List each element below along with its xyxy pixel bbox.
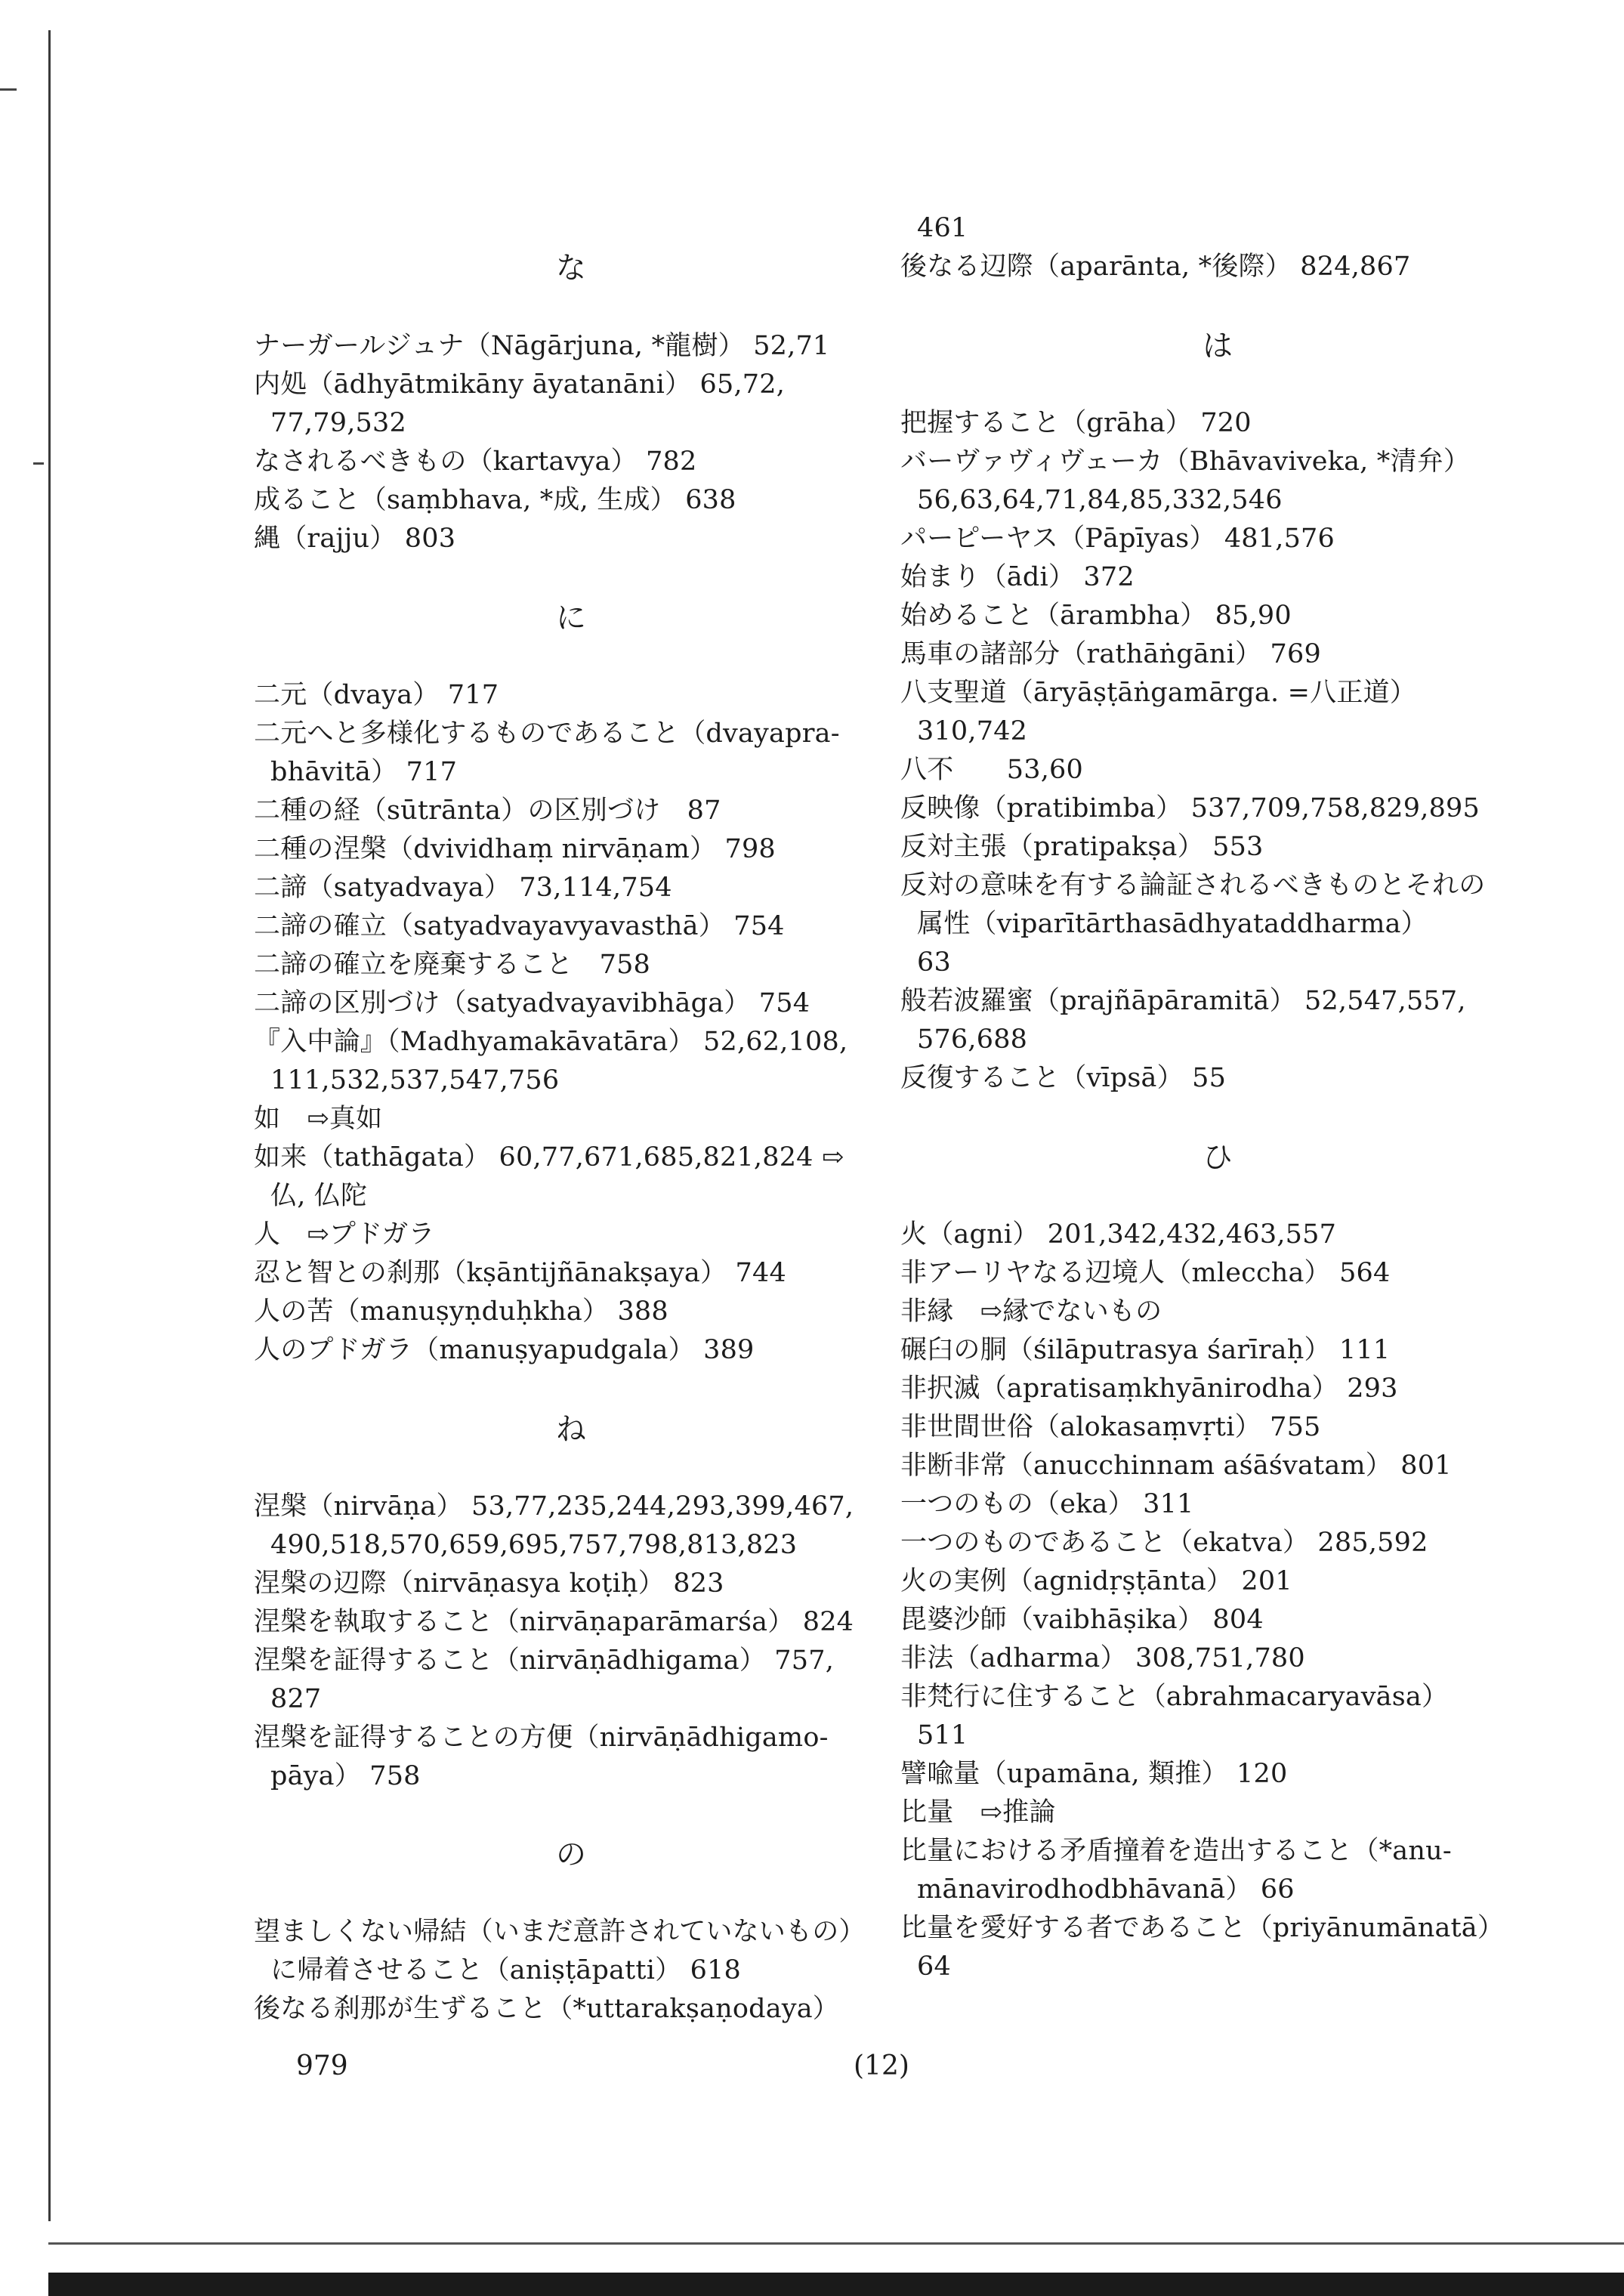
index-entry: 『入中論』（Madhyamakāvatāra） 52,62,108,	[254, 1027, 848, 1057]
index-entry: 人のプドガラ（manuṣyapudgala） 389	[254, 1335, 755, 1365]
kana-section-heading: は	[1203, 329, 1233, 363]
index-entry-continuation: pāya） 758	[270, 1761, 421, 1791]
index-entry: 馬車の諸部分（rathāṅgāni） 769	[900, 639, 1321, 669]
scan-margin-mark	[0, 88, 17, 91]
index-entry: ナーガールジュナ（Nāgārjuna, *龍樹） 52,71	[254, 331, 830, 361]
index-entry: 非法（adharma） 308,751,780	[900, 1643, 1305, 1673]
index-entry: 二種の涅槃（dvividhaṃ nirvāṇam） 798	[254, 834, 776, 864]
index-entry: 人 ⇨プドガラ	[254, 1219, 435, 1250]
index-entry: 後なる辺際（aparānta, *後際） 824,867	[900, 252, 1411, 282]
index-entry: 涅槃を証得することの方便（nirvāṇādhigamo-	[254, 1723, 829, 1753]
index-entry: 涅槃を証得すること（nirvāṇādhigama） 757,	[254, 1646, 835, 1676]
index-entry: 非梵行に住すること（abrahmacaryavāsa）	[900, 1682, 1449, 1712]
index-entry: 火（agni） 201,342,432,463,557	[900, 1219, 1337, 1250]
index-entry: 反対の意味を有する論証されるべきものとそれの	[900, 870, 1486, 901]
index-entry: 非世間世俗（alokasaṃvṛti） 755	[900, 1412, 1321, 1442]
index-entry: 反復すること（vīpsā） 55	[900, 1063, 1227, 1093]
index-entry: 忍と智との刹那（kṣāntijñānakṣaya） 744	[254, 1258, 786, 1288]
index-entry: 比量における矛盾撞着を造出すること（*anu-	[900, 1836, 1452, 1866]
page-number: 979	[296, 2050, 348, 2081]
index-entry: 一つのもの（eka） 311	[900, 1489, 1194, 1519]
index-entry-continuation: 827	[270, 1684, 322, 1714]
index-entry: 譬喩量（upamāna, 類推） 120	[900, 1759, 1288, 1789]
index-entry: 如 ⇨真如	[254, 1104, 383, 1134]
index-entry-continuation: bhāvitā） 717	[270, 757, 458, 787]
kana-section-heading: に	[556, 601, 586, 635]
index-entry: 縄（rajju） 803	[254, 524, 456, 554]
index-entry: 内処（ādhyātmikāny āyatanāni） 65,72,	[254, 369, 786, 400]
index-entry: 二元へと多様化するものであること（dvayapra-	[254, 718, 840, 749]
index-entry-continuation: 310,742	[917, 716, 1028, 746]
index-entry: 如来（tathāgata） 60,77,671,685,821,824 ⇨	[254, 1142, 844, 1173]
index-entry: なされるべきもの（kartavya） 782	[254, 447, 697, 477]
index-entry: 二諦（satyadvaya） 73,114,754	[254, 873, 672, 903]
index-entry-continuation: 63	[917, 947, 951, 978]
index-entry: 反対主張（pratipakṣa） 553	[900, 832, 1264, 862]
kana-section-heading: ね	[556, 1412, 586, 1447]
index-entry-continuation: 511	[917, 1720, 968, 1751]
index-entry: 二元（dvaya） 717	[254, 680, 499, 710]
index-entry: 望ましくない帰結（いまだ意許されていないもの）	[254, 1917, 866, 1947]
index-entry-continuation: 仏, 仏陀	[270, 1181, 368, 1211]
index-entry-continuation: mānavirodhodbhāvanā） 66	[917, 1874, 1295, 1905]
index-entry: 涅槃を執取すること（nirvāṇaparāmarśa） 824	[254, 1607, 854, 1637]
index-entry: 始まり（ādi） 372	[900, 562, 1135, 592]
index-entry-continuation: 77,79,532	[270, 408, 406, 438]
index-entry: 火の実例（agnidṛṣṭānta） 201	[900, 1566, 1292, 1596]
index-entry: 非択滅（apratisaṃkhyānirodha） 293	[900, 1374, 1398, 1404]
index-entry: 碾臼の胴（śilāputrasya śarīraḥ） 111	[900, 1335, 1391, 1365]
index-entry-continuation: 属性（viparītārthasādhyataddharma）	[917, 909, 1428, 939]
scan-left-margin-rule	[48, 30, 51, 2221]
kana-section-heading: の	[556, 1837, 586, 1872]
index-entry: 般若波羅蜜（prajñāpāramitā） 52,547,557,	[900, 986, 1466, 1016]
index-entry: 人の苦（manuṣyṇduḥkha） 388	[254, 1296, 668, 1327]
index-entry: 非アーリヤなる辺境人（mleccha） 564	[900, 1258, 1391, 1288]
index-entry: 後なる刹那が生ずること（*uttarakṣaṇodaya）	[254, 1994, 839, 2024]
index-entry: 二種の経（sūtrānta）の区別づけ 87	[254, 796, 721, 826]
index-entry: 涅槃の辺際（nirvāṇasya koṭiḥ） 823	[254, 1568, 724, 1599]
index-entry-continuation: 56,63,64,71,84,85,332,546	[917, 485, 1283, 515]
index-entry: 始めること（ārambha） 85,90	[900, 601, 1292, 631]
index-entry: 一つのものであること（ekatva） 285,592	[900, 1528, 1428, 1558]
index-entry: パーピーヤス（Pāpīyas） 481,576	[900, 524, 1335, 554]
bottom-border-thick	[48, 2273, 1624, 2296]
index-entry: 涅槃（nirvāṇa） 53,77,235,244,293,399,467,	[254, 1491, 854, 1522]
index-entry: 八支聖道（āryāṣṭāṅgamārga. =八正道）	[900, 678, 1416, 708]
bottom-border-thin	[48, 2242, 1624, 2245]
index-entry: 毘婆沙師（vaibhāṣika） 804	[900, 1605, 1264, 1635]
index-entry: 八不 53,60	[900, 755, 1083, 785]
kana-section-heading: な	[556, 251, 586, 286]
index-entry: 二諦の確立を廃棄すること 758	[254, 950, 651, 980]
index-entry: 二諦の区別づけ（satyadvayavibhāga） 754	[254, 988, 810, 1018]
index-entry: 非縁 ⇨縁でないもの	[900, 1296, 1162, 1327]
section-page-number: (12)	[854, 2050, 909, 2081]
index-entry: 比量を愛好する者であること（priyānumānatā）	[900, 1913, 1505, 1943]
index-entry: 比量 ⇨推論	[900, 1797, 1056, 1828]
kana-section-heading: ひ	[1203, 1140, 1233, 1175]
index-entry-continuation: 576,688	[917, 1024, 1028, 1055]
index-entry-continuation: 64	[917, 1951, 951, 1982]
index-entry: バーヴァヴィヴェーカ（Bhāvaviveka, *清弁）	[900, 447, 1471, 477]
index-entry-continuation: 461	[917, 213, 968, 243]
index-entry: 二諦の確立（satyadvayavyavasthā） 754	[254, 911, 785, 941]
index-entry: 把握すること（grāha） 720	[900, 408, 1252, 438]
index-entry: 非断非常（anucchinnam aśāśvatam） 801	[900, 1451, 1452, 1481]
index-entry-continuation: 490,518,570,659,695,757,798,813,823	[270, 1530, 798, 1560]
index-entry-continuation: 111,532,537,547,756	[270, 1065, 560, 1095]
index-entry: 成ること（saṃbhava, *成, 生成） 638	[254, 485, 736, 515]
index-entry-continuation: に帰着させること（aniṣṭāpatti） 618	[270, 1955, 742, 1985]
index-entry: 反映像（pratibimba） 537,709,758,829,895	[900, 793, 1480, 824]
scan-margin-mark	[33, 462, 44, 465]
